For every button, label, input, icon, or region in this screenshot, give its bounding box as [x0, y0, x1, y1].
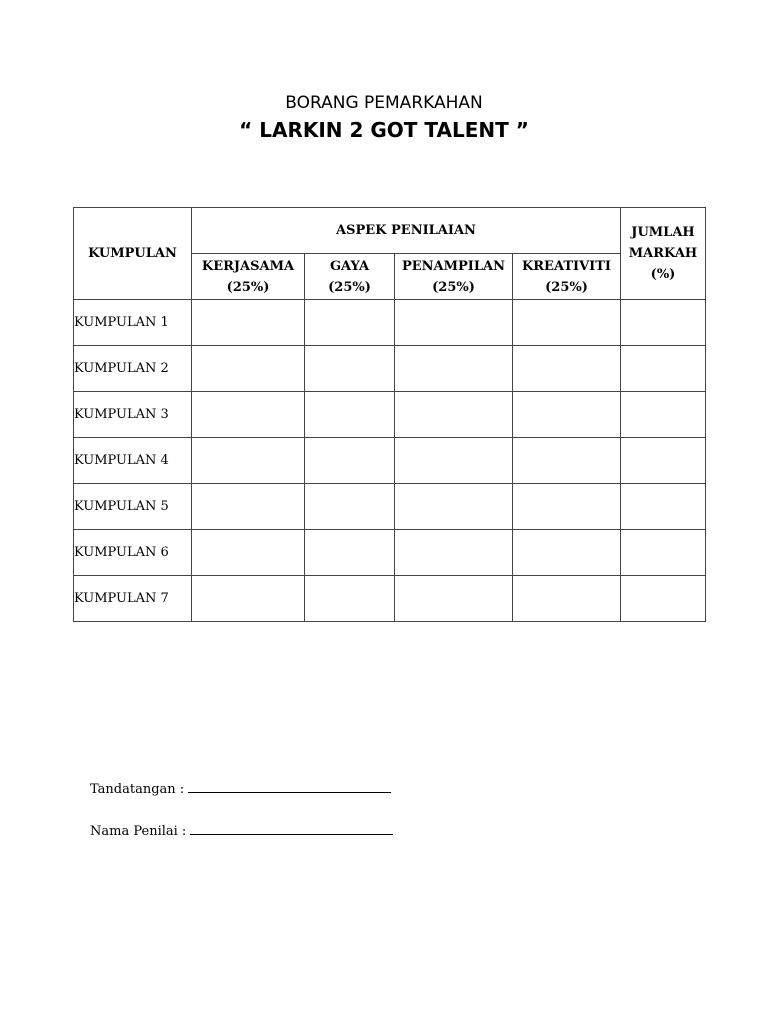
criterion-name: KERJASAMA — [201, 258, 295, 274]
score-cell[interactable] — [192, 392, 305, 438]
table-row — [74, 392, 706, 438]
total-cell[interactable] — [621, 484, 706, 530]
group-name: KUMPULAN 7 — [74, 576, 192, 622]
table-row — [74, 438, 706, 484]
header-aspek-penilaian: ASPEK PENILAIAN — [192, 208, 621, 254]
score-cell[interactable] — [513, 346, 621, 392]
score-cell[interactable] — [513, 438, 621, 484]
score-cell[interactable] — [395, 484, 513, 530]
header-criterion — [395, 254, 513, 300]
score-cell[interactable] — [395, 576, 513, 622]
score-cell[interactable] — [395, 346, 513, 392]
table-row — [74, 576, 706, 622]
criterion-weight: (25%) — [226, 279, 270, 295]
score-cell[interactable] — [192, 300, 305, 346]
score-cell[interactable] — [192, 438, 305, 484]
group-name: KUMPULAN 6 — [74, 530, 192, 576]
score-cell[interactable] — [395, 300, 513, 346]
group-name: KUMPULAN 2 — [74, 346, 192, 392]
header-jumlah-line3: (%) — [650, 267, 676, 282]
assessor-name-line[interactable] — [190, 821, 393, 835]
criterion-name: KREATIVITI — [521, 258, 612, 274]
table-row — [74, 530, 706, 576]
criterion-weight: (25%) — [432, 279, 475, 295]
total-cell[interactable] — [621, 300, 706, 346]
group-name: KUMPULAN 5 — [74, 484, 192, 530]
header-criterion — [305, 254, 395, 300]
score-cell[interactable] — [305, 346, 395, 392]
score-cell[interactable] — [395, 392, 513, 438]
total-cell[interactable] — [621, 438, 706, 484]
score-cell[interactable] — [305, 300, 395, 346]
score-cell[interactable] — [395, 530, 513, 576]
table-row — [74, 346, 706, 392]
criterion-name: GAYA — [329, 258, 370, 274]
score-cell[interactable] — [513, 484, 621, 530]
assessor-name-field — [90, 821, 393, 839]
form-title: BORANG PEMARKAHAN — [285, 93, 483, 113]
scoring-table — [73, 207, 706, 622]
criterion-name: PENAMPILAN — [401, 258, 505, 274]
table-header-row — [74, 208, 706, 254]
group-name: KUMPULAN 4 — [74, 438, 192, 484]
total-cell[interactable] — [621, 392, 706, 438]
score-cell[interactable] — [395, 438, 513, 484]
score-cell[interactable] — [192, 576, 305, 622]
signature-line[interactable] — [188, 779, 391, 793]
event-title: “ LARKIN 2 GOT TALENT ” — [239, 118, 529, 142]
header-jumlah-line2: MARKAH — [628, 246, 698, 261]
total-cell[interactable] — [621, 576, 706, 622]
score-cell[interactable] — [305, 530, 395, 576]
header-criterion — [192, 254, 305, 300]
total-cell[interactable] — [621, 530, 706, 576]
group-name: KUMPULAN 1 — [74, 300, 192, 346]
score-cell[interactable] — [305, 392, 395, 438]
score-cell[interactable] — [305, 576, 395, 622]
header-kumpulan: KUMPULAN — [74, 208, 192, 300]
score-cell[interactable] — [513, 576, 621, 622]
score-cell[interactable] — [513, 530, 621, 576]
score-cell[interactable] — [513, 300, 621, 346]
total-cell[interactable] — [621, 346, 706, 392]
score-cell[interactable] — [192, 346, 305, 392]
assessor-name-label: Nama Penilai : — [90, 824, 187, 839]
header-criterion — [513, 254, 621, 300]
score-cell[interactable] — [192, 484, 305, 530]
score-cell[interactable] — [513, 392, 621, 438]
header-jumlah-markah — [621, 208, 706, 300]
criterion-weight: (25%) — [328, 279, 371, 295]
score-cell[interactable] — [192, 530, 305, 576]
criterion-weight: (25%) — [545, 279, 588, 295]
header-jumlah-line1: JUMLAH — [631, 225, 695, 240]
table-row — [74, 300, 706, 346]
score-cell[interactable] — [305, 484, 395, 530]
table-row — [74, 484, 706, 530]
score-cell[interactable] — [305, 438, 395, 484]
signature-field — [90, 779, 391, 797]
group-name: KUMPULAN 3 — [74, 392, 192, 438]
signature-label: Tandatangan : — [90, 782, 185, 797]
